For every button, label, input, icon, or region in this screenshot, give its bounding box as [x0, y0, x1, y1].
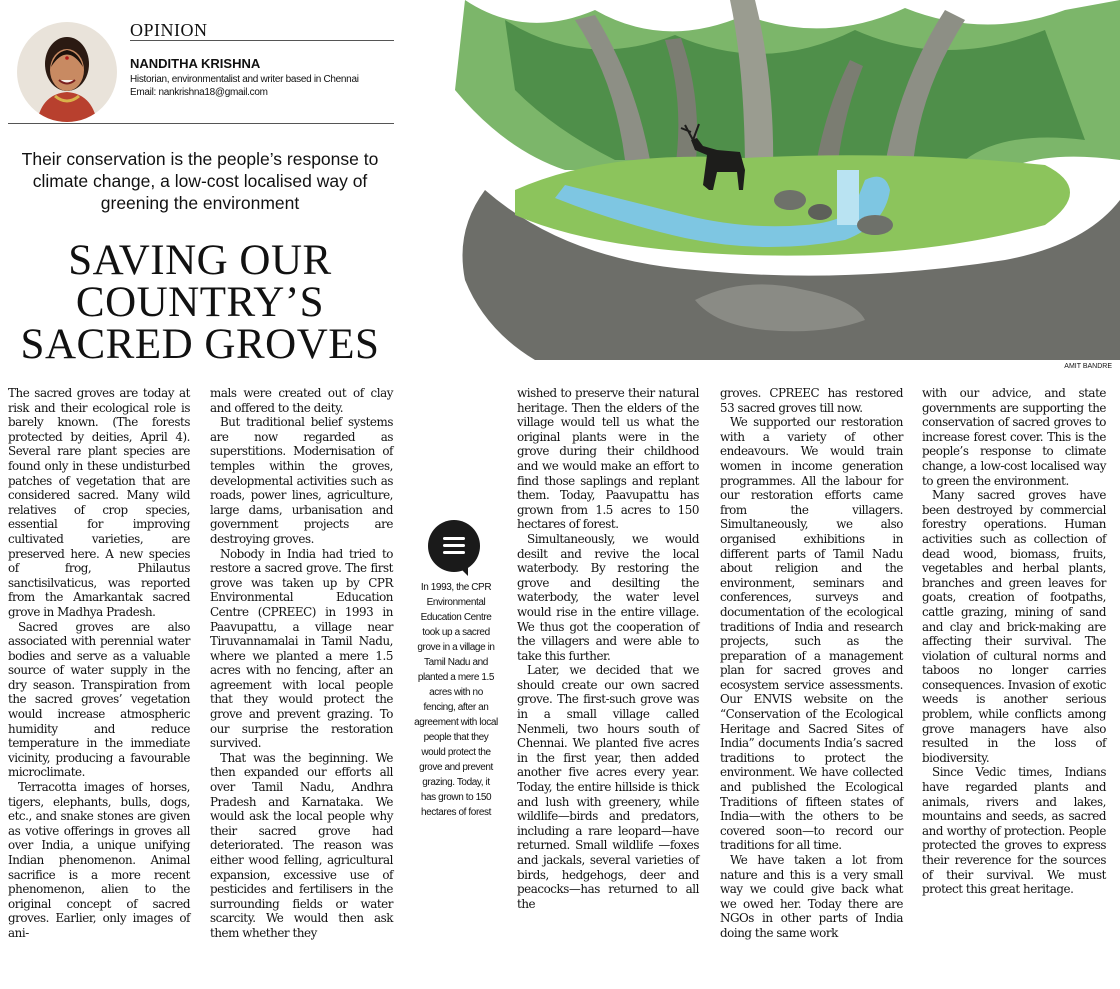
article-column-5: [922, 386, 1106, 897]
paragraph: groves. CPREEC has restored 53 sacred groves till now.: [720, 386, 903, 415]
standfirst: Their conservation is the people’s response to climate change, a low-cost localised way of greening the environment: [21, 149, 379, 213]
paragraph: Terracotta images of horses, tigers, elephants, bulls, dogs, etc., and snake stones are given as votive offerings in groves all over India, a unique unifying Indian phenomenon. Animal sacrifice is a more recent phenomenon, alien to the original concept of sacred groves. Earlier, only images of ani-: [8, 780, 190, 940]
paragraph: Since Vedic times, Indians have regarded plants and animals, rivers and lakes, mountains and seeds, as sacred and worthy of protection. People protected the groves to express their reverence for the sources of their survival. We must protect this great heritage.: [922, 765, 1106, 897]
article-column-2: [210, 386, 393, 941]
paragraph: mals were created out of clay and offered to the deity.: [210, 386, 393, 415]
author-bio: Historian, environmentalist and writer based in Chennai: [130, 74, 359, 85]
paragraph: Sacred groves are also associated with perennial water bodies and serve as a valuable source of water supply in the dry season. Transpiration from the sacred groves’ vegetation would increase atmospheric humidity and reduce temperature in the immediate vicinity, producing a favourable microclimate.: [8, 619, 190, 780]
speech-bubble-icon: [428, 520, 480, 572]
paragraph: Nobody in India had tried to restore a sacred grove. The first grove was taken up by CPR Environmental Education Centre (CPREEC) in 1993 in Paavupattu, a village near Tiruvannamalai in Tamil Nadu, where we planted a mere 1.5 acres with no fencing, after an agreement with local people that they would protect the grove and prevent grazing. To our surprise the restoration survived.: [210, 546, 393, 751]
illustration-hand-holding-grove: [445, 0, 1120, 360]
paragraph: We have taken a lot from nature and this is a very small way we could give back what we owed her. Today there are NGOs in other parts of India doing the same work: [720, 853, 903, 940]
illustration-credit: AMIT BANDRE: [1064, 363, 1112, 370]
headline-line-3: SACRED GROVES: [20, 321, 380, 368]
paragraph: But traditional belief systems are now regarded as superstitions. Modernisation of temples within the groves, developmental activities such as roads, power lines, agriculture, large dams, urbanisation and government projects are destroying groves.: [210, 415, 393, 546]
paragraph: Later, we decided that we should create our own sacred grove. The first-such grove was in a small village called Nenmeli, two hours south of Chennai. We planted five acres in the first year, then added another five acres every year. Today, the entire hillside is thick and lush with greenery, while wildlife—birds and predators, including a rare leopard—have returned. Small wildlife —foxes and jackals, several varieties of birds, hedgehogs, deer and peacocks—has returned to all the: [517, 663, 699, 911]
article-column-1: [8, 386, 190, 941]
article-column-3: [517, 386, 699, 911]
headline-line-2: COUNTRY’S: [75, 279, 325, 326]
header-rule: [8, 123, 394, 124]
article-column-4: [720, 386, 903, 941]
author-description: [130, 73, 359, 99]
author-name: NANDITHA KRISHNA: [130, 56, 261, 71]
headline: [0, 237, 400, 368]
paragraph: We supported our restoration with a variety of other endeavours. We would train women in income generation programmes. All the labour for our restoration efforts came from the villagers. Simultaneously, we also organised exhibitions in different parts of Tamil Nadu about religion and the environment, seminars and conferences, surveys and documentation of the ecological traditions of India and research projects, such as the preparation of a management plan for sacred groves and ecosystem service assessments. Our ENVIS website on the “Conservation of the Ecological Heritage and Sacred Sites of India” documents India’s sacred traditions to protect the environment. We have collected and published the Ecological Traditions of fifteen states of India—with the others to be covered soon—to record our traditions for all time.: [720, 415, 903, 853]
paragraph: The sacred groves are today at risk and their ecological role is barely known. (The forests protected by deities, April 4). Several rare plant species are found only in these undisturbed patches of vegetation that are considered sacred. Many wild relatives of crop species, essential for improving cultivated varieties, are preserved here. A new species of frog, Philautus sanctisilvaticus, was reported from the Amarkantak sacred grove in Madhya Pradesh.: [8, 386, 190, 619]
paragraph: wished to preserve their natural heritage. Then the elders of the village would tell us what the original plants were in the grove during their childhood and we would make an effort to find those saplings and replant them. Today, Paavupattu has grown from 1.5 acres to 150 hectares of forest.: [517, 386, 699, 532]
headline-line-1: SAVING OUR: [68, 237, 332, 284]
author-email: Email: nankrishna18@gmail.com: [130, 87, 268, 98]
section-rule: [130, 40, 394, 41]
section-label: OPINION: [130, 20, 208, 40]
paragraph: That was the beginning. We then expanded our efforts all over Tamil Nadu, Andhra Pradesh and Karnataka. We would ask the local people why their sacred grove had deteriorated. The reason was either wood felling, agricultural expansion, excessive use of pesticides and fertilisers in the surrounding fields or water scarcity. We would then ask them whether they: [210, 750, 393, 940]
paragraph: Simultaneously, we would desilt and revive the local waterbody. By restoring the grove and desilting the waterbody, the water level would rise in the entire village. We thus got the cooperation of the villagers and were able to take this further.: [517, 531, 699, 663]
pull-quote: In 1993, the CPR Environmental Education Centre took up a sacred grove in a village in Tamil Nadu and planted a mere 1.5 acres with no fencing, after an agreement with local people that they would protect the grove and prevent grazing. Today, it has grown to 150 hectares of forest: [414, 582, 498, 818]
author-photo: [17, 22, 117, 122]
paragraph: with our advice, and state governments are supporting the conservation of sacred groves to increase forest cover. This is the people’s response to climate change, a low-cost localised way to green the environment.: [922, 386, 1106, 488]
paragraph: Many sacred groves have been destroyed by commercial forestry operations. Human activities such as collection of dead wood, biomass, fruits, vegetables and herbal plants, branches and green leaves for goats, creation of footpaths, cattle grazing, mining of sand and clay and brick-making are affecting their survival. The violation of cultural norms and taboos no longer carries consequences. Invasion of exotic weeds is another serious problem, while conflicts among grove managers have also resulted in the loss of biodiversity.: [922, 488, 1106, 765]
